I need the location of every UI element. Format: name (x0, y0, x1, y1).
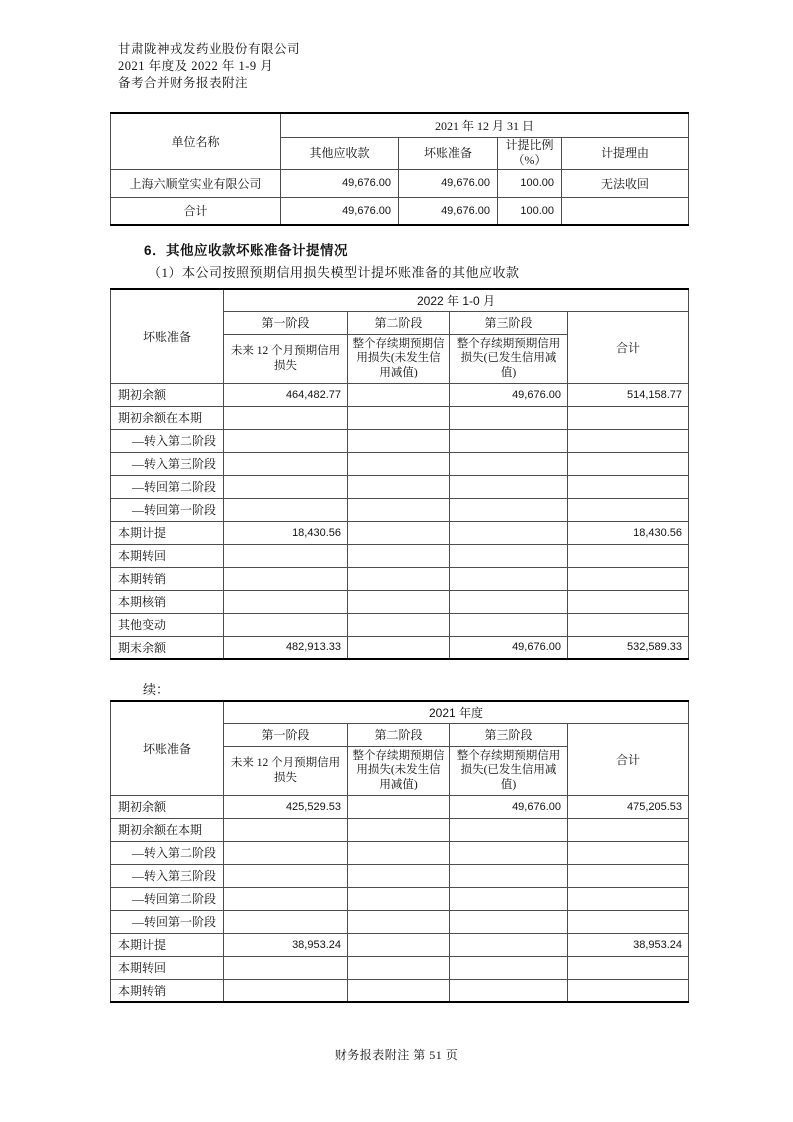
row-label: 本期计提 (111, 521, 224, 544)
cell-stage3 (450, 864, 568, 887)
row-label: 本期转回 (111, 544, 224, 567)
cell-stage2 (348, 956, 450, 979)
cell-total (568, 406, 689, 429)
stage3-description: 整个存续期预期信用损失(已发生信用减值) (450, 746, 568, 795)
stage3-header: 第三阶段 (450, 723, 568, 746)
row-label: —转入第三阶段 (111, 864, 224, 887)
cell-total (568, 429, 689, 452)
cell-stage1 (224, 613, 348, 636)
cell-stage3 (450, 887, 568, 910)
stage2-header: 第二阶段 (348, 723, 450, 746)
row-label: 期初余额 (111, 383, 224, 406)
row-label: —转回第一阶段 (111, 498, 224, 521)
cell-stage3 (450, 910, 568, 933)
row-label: 期末余额 (111, 636, 224, 659)
row-label: 本期转销 (111, 979, 224, 1002)
table-row (111, 429, 689, 452)
report-title: 备考合并财务报表附注 (118, 76, 249, 90)
cell-stage3: 49,676.00 (450, 636, 568, 659)
unit-provision-table (110, 112, 689, 226)
cell-stage1: 38,953.24 (224, 933, 348, 956)
table-row (111, 910, 689, 933)
table-row-total (111, 197, 689, 225)
row-label: 期初余额在本期 (111, 406, 224, 429)
section-heading: 6．其他应收款坏账准备计提情况 (144, 243, 349, 258)
cell-stage2 (348, 795, 450, 818)
row-label: 本期转回 (111, 956, 224, 979)
cell-total (568, 910, 689, 933)
cell-stage3 (450, 841, 568, 864)
cell-stage3 (450, 567, 568, 590)
cell-total: 18,430.56 (568, 521, 689, 544)
cell-stage2 (348, 613, 450, 636)
cell-bad-debt: 49,676.00 (399, 169, 498, 197)
stage2-description: 整个存续期预期信用损失(未发生信用减值) (348, 334, 450, 383)
cell-stage1 (224, 429, 348, 452)
cell-stage3 (450, 956, 568, 979)
cell-total: 532,589.33 (568, 636, 689, 659)
cell-stage1: 425,529.53 (224, 795, 348, 818)
unit-col-header: 单位名称 (111, 113, 281, 169)
cell-stage3 (450, 818, 568, 841)
cell-stage1: 464,482.77 (224, 383, 348, 406)
cell-stage2 (348, 841, 450, 864)
cell-stage2 (348, 979, 450, 1002)
total-header: 合计 (568, 311, 689, 383)
row-label: —转回第二阶段 (111, 887, 224, 910)
table-header-row (111, 113, 689, 137)
cell-total (568, 544, 689, 567)
table-row (111, 636, 689, 659)
cell-total (568, 613, 689, 636)
row-header: 坏账准备 (111, 289, 224, 383)
row-label: —转入第三阶段 (111, 452, 224, 475)
table-row (111, 498, 689, 521)
table-row (111, 567, 689, 590)
table-row (111, 383, 689, 406)
cell-stage3 (450, 406, 568, 429)
cell-stage3 (450, 521, 568, 544)
cell-total: 475,205.53 (568, 795, 689, 818)
cell-stage3 (450, 979, 568, 1002)
cell-stage1 (224, 956, 348, 979)
cell-stage1 (224, 887, 348, 910)
cell-total (568, 498, 689, 521)
cell-total (568, 864, 689, 887)
continuation-label: 续： (143, 682, 170, 697)
row-label: 其他变动 (111, 613, 224, 636)
cell-stage2 (348, 887, 450, 910)
cell-stage1 (224, 452, 348, 475)
cell-other-receivable: 49,676.00 (281, 197, 399, 225)
cell-total: 38,953.24 (568, 933, 689, 956)
row-label: 本期转销 (111, 567, 224, 590)
stage1-description: 未来 12 个月预期信用损失 (224, 746, 348, 795)
row-label: 期初余额 (111, 795, 224, 818)
row-label: 本期计提 (111, 933, 224, 956)
cell-stage2 (348, 383, 450, 406)
ecl-table-2021 (110, 700, 689, 1003)
cell-stage1 (224, 979, 348, 1002)
cell-stage2 (348, 567, 450, 590)
date-header: 2021 年 12 月 31 日 (281, 113, 689, 137)
cell-stage2 (348, 636, 450, 659)
cell-stage1: 18,430.56 (224, 521, 348, 544)
cell-stage2 (348, 521, 450, 544)
cell-stage2 (348, 910, 450, 933)
row-label: —转入第二阶段 (111, 429, 224, 452)
table-row (111, 544, 689, 567)
cell-reason (562, 197, 689, 225)
cell-stage3: 49,676.00 (450, 795, 568, 818)
cell-stage1 (224, 498, 348, 521)
cell-total (568, 567, 689, 590)
table-row (111, 406, 689, 429)
stage2-header: 第二阶段 (348, 311, 450, 334)
cell-stage2 (348, 590, 450, 613)
table-row (111, 933, 689, 956)
cell-stage2 (348, 406, 450, 429)
cell-unit: 上海六顺堂实业有限公司 (111, 169, 281, 197)
cell-stage2 (348, 452, 450, 475)
cell-total (568, 979, 689, 1002)
cell-total: 514,158.77 (568, 383, 689, 406)
cell-stage1 (224, 841, 348, 864)
cell-stage3 (450, 590, 568, 613)
cell-total (568, 887, 689, 910)
cell-stage3 (450, 933, 568, 956)
row-header: 坏账准备 (111, 701, 224, 795)
cell-total (568, 590, 689, 613)
cell-stage1 (224, 406, 348, 429)
cell-stage1 (224, 567, 348, 590)
cell-stage3 (450, 544, 568, 567)
cell-stage1: 482,913.33 (224, 636, 348, 659)
cell-total (568, 818, 689, 841)
cell-stage1 (224, 590, 348, 613)
period-header: 2022 年 1-0 月 (224, 289, 689, 311)
cell-stage1 (224, 864, 348, 887)
table-row (111, 818, 689, 841)
stage1-description: 未来 12 个月预期信用损失 (224, 334, 348, 383)
cell-bad-debt: 49,676.00 (399, 197, 498, 225)
cell-stage1 (224, 818, 348, 841)
cell-other-receivable: 49,676.00 (281, 169, 399, 197)
stage3-description: 整个存续期预期信用损失(已发生信用减值) (450, 334, 568, 383)
table-row (111, 864, 689, 887)
company-name: 甘肃陇神戎发药业股份有限公司 (118, 42, 301, 56)
table-header-row (111, 289, 689, 311)
cell-unit: 合计 (111, 197, 281, 225)
row-label: —转入第二阶段 (111, 841, 224, 864)
cell-stage2 (348, 818, 450, 841)
period-header: 2021 年度 (224, 701, 689, 723)
cell-stage1 (224, 475, 348, 498)
table-row (111, 521, 689, 544)
cell-stage3: 49,676.00 (450, 383, 568, 406)
col-header-ratio: 计提比例（%） (498, 137, 562, 169)
table-header-row (111, 701, 689, 723)
section-subheading: （1）本公司按照预期信用损失模型计提坏账准备的其他应收款 (148, 265, 520, 280)
col-header-other-receivable: 其他应收款 (281, 137, 399, 169)
cell-stage2 (348, 429, 450, 452)
cell-stage3 (450, 475, 568, 498)
stage1-header: 第一阶段 (224, 723, 348, 746)
table-row (111, 841, 689, 864)
stage2-description: 整个存续期预期信用损失(未发生信用减值) (348, 746, 450, 795)
cell-stage3 (450, 429, 568, 452)
row-label: 期初余额在本期 (111, 818, 224, 841)
stage3-header: 第三阶段 (450, 311, 568, 334)
col-header-reason: 计提理由 (562, 137, 689, 169)
ecl-table-2022 (110, 288, 689, 660)
cell-stage2 (348, 864, 450, 887)
table-row (111, 169, 689, 197)
cell-stage3 (450, 613, 568, 636)
report-period: 2021 年度及 2022 年 1-9 月 (118, 59, 274, 73)
document-header (118, 41, 300, 92)
table-row (111, 475, 689, 498)
table-row (111, 887, 689, 910)
cell-total (568, 956, 689, 979)
cell-ratio: 100.00 (498, 169, 562, 197)
cell-total (568, 841, 689, 864)
table-row (111, 613, 689, 636)
table-row (111, 590, 689, 613)
table-row (111, 979, 689, 1002)
cell-total (568, 475, 689, 498)
stage1-header: 第一阶段 (224, 311, 348, 334)
row-label: —转回第一阶段 (111, 910, 224, 933)
cell-stage2 (348, 544, 450, 567)
cell-stage3 (450, 452, 568, 475)
table-row (111, 956, 689, 979)
total-header: 合计 (568, 723, 689, 795)
row-label: —转回第二阶段 (111, 475, 224, 498)
table-row (111, 795, 689, 818)
cell-stage1 (224, 544, 348, 567)
cell-total (568, 452, 689, 475)
cell-stage2 (348, 475, 450, 498)
cell-stage2 (348, 498, 450, 521)
row-label: 本期核销 (111, 590, 224, 613)
cell-stage2 (348, 933, 450, 956)
cell-reason: 无法收回 (562, 169, 689, 197)
cell-stage1 (224, 910, 348, 933)
table-row (111, 452, 689, 475)
col-header-bad-debt: 坏账准备 (399, 137, 498, 169)
page-footer: 财务报表附注 第 51 页 (334, 1048, 459, 1062)
cell-ratio: 100.00 (498, 197, 562, 225)
cell-stage3 (450, 498, 568, 521)
